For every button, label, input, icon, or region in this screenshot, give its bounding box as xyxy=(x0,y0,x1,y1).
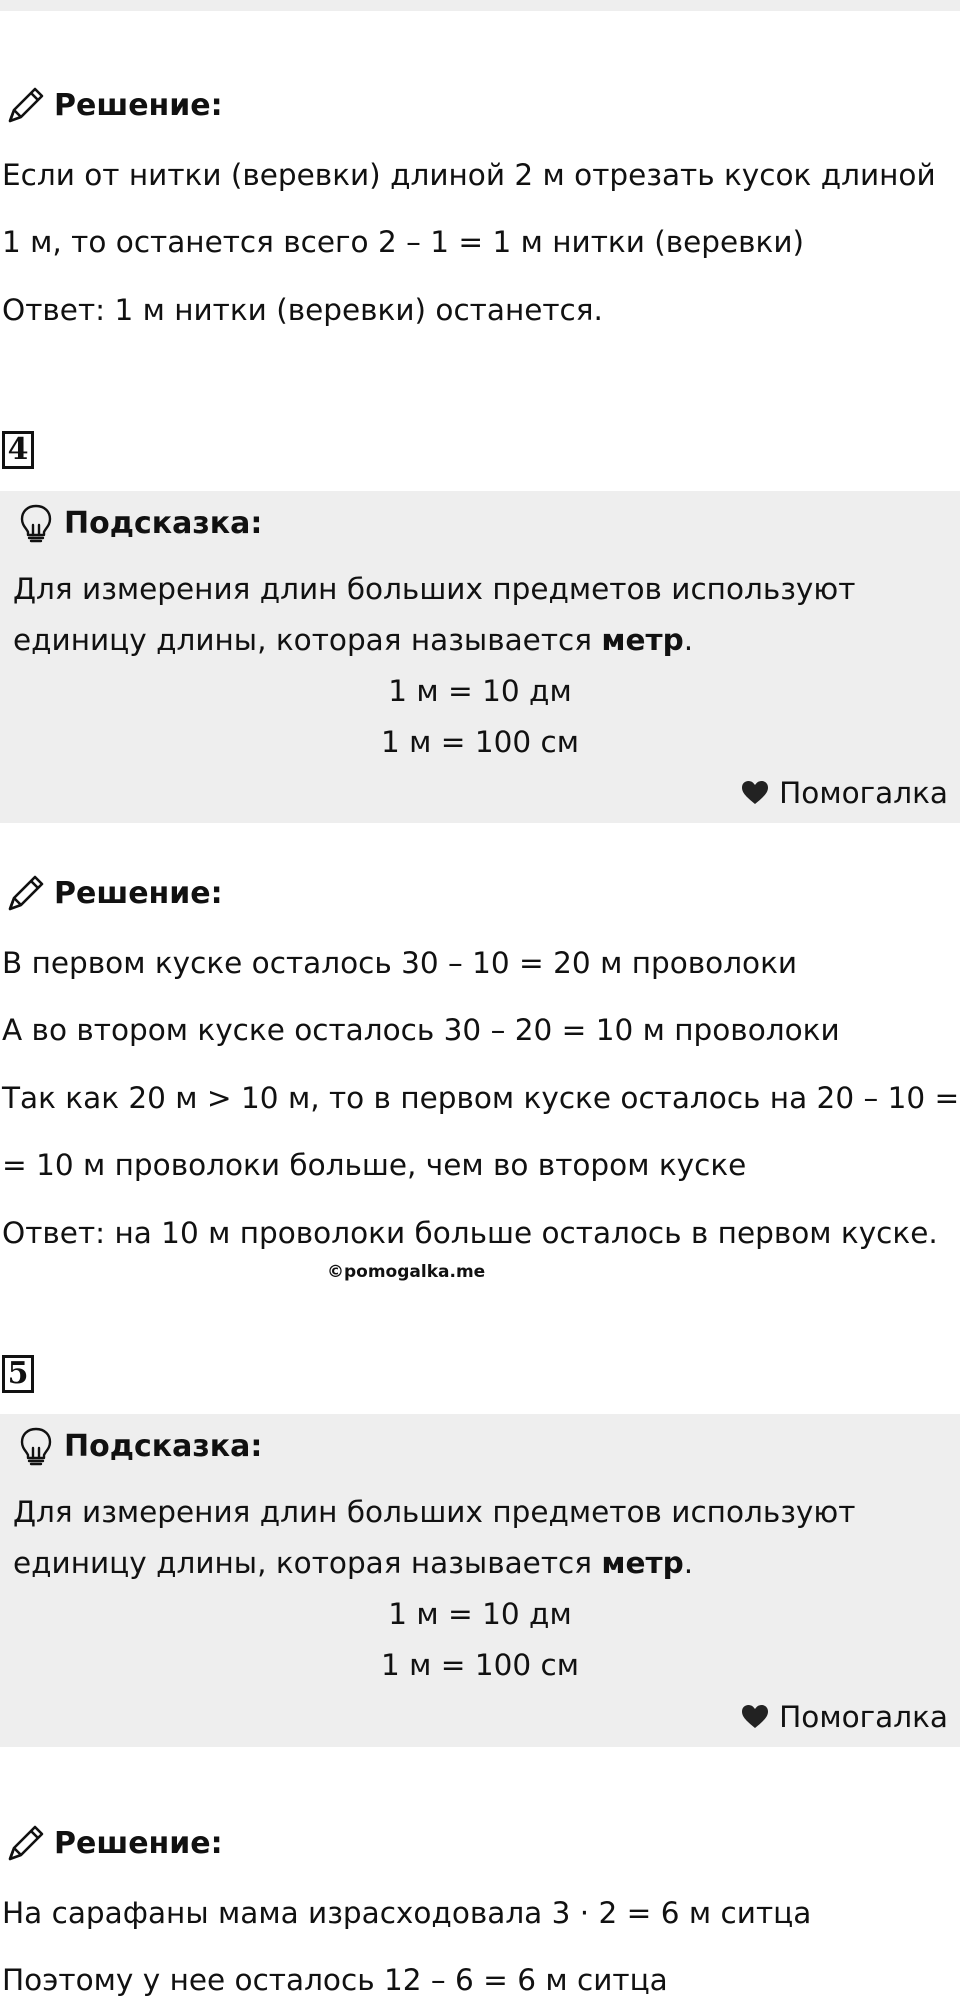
solution-label: Решение: xyxy=(54,87,223,123)
task-number-4: 4 xyxy=(2,431,34,469)
lightbulb-icon xyxy=(14,1424,58,1468)
brand-label: Помогалка xyxy=(779,776,948,810)
solution-1-line-1: Если от нитки (веревки) длиной 2 м отрезать кусок длиной xyxy=(2,158,936,192)
solution-label: Решение: xyxy=(54,1825,223,1861)
brand-mark-5 xyxy=(741,1700,948,1734)
hint-5-line-2: единицу длины, которая называется метр. xyxy=(13,1546,694,1580)
watermark: ©pomogalka.me xyxy=(327,1262,486,1282)
solution-1-answer: Ответ: 1 м нитки (веревки) останется. xyxy=(2,293,603,327)
hint-5-equation-1: 1 м = 10 дм xyxy=(388,1597,572,1631)
pencil-icon xyxy=(4,83,48,127)
solution-heading-5 xyxy=(4,1821,223,1865)
hint-5-line-1: Для измерения длин больших предметов используют xyxy=(13,1495,856,1529)
pencil-icon xyxy=(4,1821,48,1865)
solution-4-line-2: А во втором куске осталось 30 – 20 = 10 м проволоки xyxy=(2,1013,840,1047)
solution-label: Решение: xyxy=(54,875,223,911)
brand-mark-4 xyxy=(741,776,948,810)
hint-label: Подсказка: xyxy=(64,1428,263,1464)
hint-box-5 xyxy=(0,1414,960,1747)
hint-label: Подсказка: xyxy=(64,505,263,541)
hint-4-line-1: Для измерения длин больших предметов используют xyxy=(13,572,856,606)
hint-4-bold-term: метр xyxy=(601,623,684,657)
solution-1-line-2: 1 м, то останется всего 2 – 1 = 1 м нитки (веревки) xyxy=(2,225,805,259)
hint-4-equation-1: 1 м = 10 дм xyxy=(388,674,572,708)
solution-heading-4 xyxy=(4,871,223,915)
solution-heading-1 xyxy=(4,83,223,127)
top-divider-bar xyxy=(0,0,960,11)
hint-box-4 xyxy=(0,491,960,823)
pencil-icon xyxy=(4,871,48,915)
hint-4-line-2: единицу длины, которая называется метр. xyxy=(13,623,694,657)
task-number-5: 5 xyxy=(2,1355,34,1393)
brand-label: Помогалка xyxy=(779,1700,948,1734)
heart-icon xyxy=(741,780,769,806)
lightbulb-icon xyxy=(14,501,58,545)
solution-4-line-1: В первом куске осталось 30 – 10 = 20 м проволоки xyxy=(2,946,798,980)
hint-4-equation-2: 1 м = 100 см xyxy=(380,725,580,759)
hint-5-bold-term: метр xyxy=(601,1546,684,1580)
solution-5-line-1: На сарафаны мама израсходовала 3 · 2 = 6 м ситца xyxy=(2,1896,812,1930)
hint-heading-4 xyxy=(14,501,262,545)
solution-5-line-2: Поэтому у нее осталось 12 – 6 = 6 м ситца xyxy=(2,1963,668,1997)
hint-5-equation-2: 1 м = 100 см xyxy=(380,1648,580,1682)
hint-heading-5 xyxy=(14,1424,262,1468)
heart-icon xyxy=(741,1704,769,1730)
solution-4-answer: Ответ: на 10 м проволоки больше осталось в первом куске. xyxy=(2,1216,938,1250)
solution-4-line-3: Так как 20 м > 10 м, то в первом куске осталось на 20 – 10 = xyxy=(2,1081,960,1115)
solution-4-line-4: = 10 м проволоки больше, чем во втором куске xyxy=(2,1148,747,1182)
